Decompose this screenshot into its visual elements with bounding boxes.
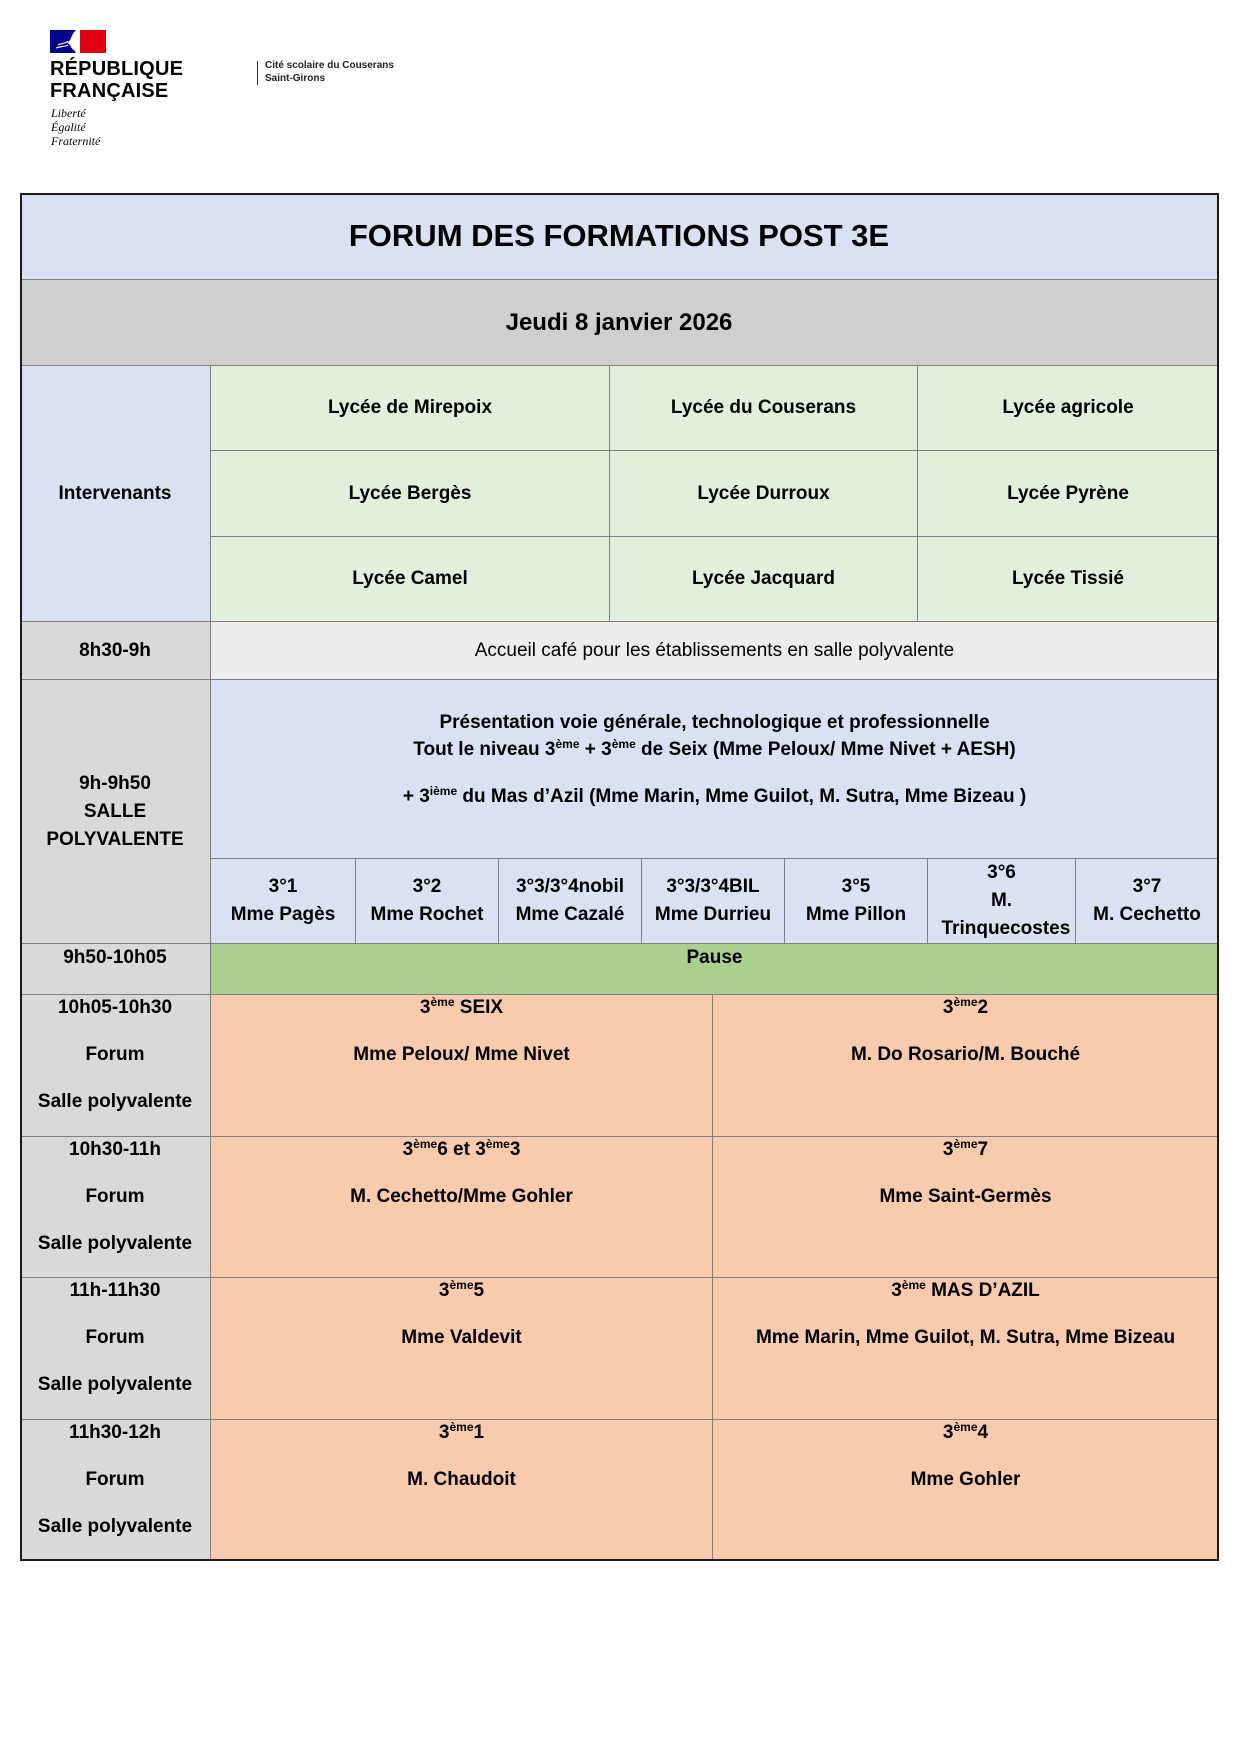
lycee-name: Lycée Camel [352, 568, 468, 589]
lycee-name: Lycée du Couserans [670, 397, 857, 418]
school-city: Saint-Girons [265, 73, 326, 84]
presentation-line [413, 736, 1015, 763]
room-label: Salle polyvalente [37, 1091, 193, 1112]
superscript: ème [953, 1420, 978, 1434]
forum-class [420, 995, 503, 1020]
text-part: du Mas d’Azil (Mme Marin, Mme Guilot, M. Sutra, Mme Bizeau ) [457, 786, 1027, 807]
forum-class [403, 1137, 521, 1162]
school-name: Cité scolaire du Couserans [265, 60, 394, 71]
text-part: 5 [473, 1280, 485, 1301]
lycee-name: Lycée de Mirepoix [327, 397, 493, 418]
class-teacher: Mme Pagès [230, 904, 336, 925]
class-name: 3°5 [841, 876, 871, 897]
forum-teacher: Mme Valdevit [401, 1327, 522, 1348]
text-part: 1 [473, 1422, 485, 1443]
room-label: Salle polyvalente [37, 1233, 193, 1254]
class-cell [642, 859, 785, 944]
room-label: Salle polyvalente [37, 1516, 193, 1537]
superscript: ème [430, 995, 455, 1009]
text-part: de Seix (Mme Peloux/ Mme Nivet + AESH) [635, 739, 1016, 760]
time-cell [20, 944, 211, 995]
pause-cell [211, 944, 1219, 995]
intervenants-label-cell [20, 366, 211, 622]
forum-cell [713, 995, 1219, 1137]
class-teacher: Mme Pillon [805, 904, 907, 925]
text-part: 3 [891, 1280, 902, 1301]
lycee-cell [610, 537, 918, 622]
lycee-name: Lycée Jacquard [692, 568, 835, 589]
event-date: Jeudi 8 janvier 2026 [505, 308, 733, 336]
forum-label: Forum [85, 1469, 145, 1490]
forum-label: Forum [85, 1186, 145, 1207]
superscript: ème [901, 1278, 926, 1292]
superscript: ème [449, 1420, 474, 1434]
marianne-logo-icon [50, 30, 106, 53]
lycee-name: Lycée Durroux [697, 482, 830, 504]
text-part: 4 [977, 1422, 989, 1443]
class-cell [356, 859, 499, 944]
lycee-cell [211, 451, 610, 537]
forum-class [943, 1137, 988, 1162]
time-cell [20, 995, 211, 1137]
text-part: 7 [977, 1139, 989, 1160]
forum-class [943, 995, 988, 1020]
forum-label: Forum [85, 1327, 145, 1348]
motto-liberte: Liberté [51, 106, 86, 120]
forum-cell [713, 1137, 1219, 1278]
superscript: ème [953, 995, 978, 1009]
text-part: 3 [942, 1139, 954, 1160]
superscript: ième [429, 784, 458, 798]
time-cell [20, 1137, 211, 1278]
schedule-table [20, 193, 1219, 1561]
text-part: 3 [509, 1139, 521, 1160]
class-cell [211, 859, 356, 944]
class-cell [785, 859, 928, 944]
motto-fraternite: Fraternité [51, 134, 101, 148]
superscript: ème [413, 1137, 438, 1151]
time-slot: 10h05-10h30 [57, 997, 173, 1018]
text-part: 3 [438, 1422, 450, 1443]
lycee-cell [918, 451, 1219, 537]
time-slot: 10h30-11h [69, 1139, 161, 1160]
forum-teacher: Mme Saint-Germès [879, 1186, 1052, 1207]
class-name: 3°7 [1132, 876, 1162, 897]
text-part: + 3 [402, 786, 430, 807]
class-teacher: M. Cechetto [1093, 904, 1201, 925]
superscript: ème [953, 1137, 978, 1151]
lycee-cell [610, 366, 918, 451]
lycee-cell [918, 537, 1219, 622]
forum-cell [713, 1420, 1219, 1561]
forum-teacher: M. Cechetto/Mme Gohler [350, 1186, 573, 1207]
text-part: MAS D’AZIL [925, 1280, 1040, 1301]
forum-teacher: M. Do Rosario/M. Bouché [850, 1044, 1081, 1065]
superscript: ème [485, 1137, 510, 1151]
lycee-name: Lycée Pyrène [1007, 482, 1129, 504]
forum-teacher: Mme Marin, Mme Guilot, M. Sutra, Mme Bizeau [755, 1327, 1176, 1348]
forum-teacher: M. Chaudoit [407, 1469, 516, 1490]
intervenants-label: Intervenants [58, 482, 172, 504]
presentation-cell [211, 680, 1219, 859]
text-part: Tout le niveau 3 [413, 739, 556, 760]
forum-cell [713, 1278, 1219, 1420]
forum-teacher: Mme Peloux/ Mme Nivet [353, 1044, 570, 1065]
class-cell [1076, 859, 1219, 944]
text-part: 6 et 3 [437, 1139, 486, 1160]
room-label: Salle polyvalente [37, 1374, 193, 1395]
forum-class [439, 1420, 484, 1445]
pause-label: Pause [686, 947, 743, 968]
logo-francaise: FRANÇAISE [50, 80, 169, 102]
lycee-cell [211, 537, 610, 622]
page-title: FORUM DES FORMATIONS POST 3E [348, 218, 890, 253]
forum-cell [211, 1278, 713, 1420]
class-teacher: Mme Cazalé [515, 904, 625, 925]
class-teacher: Mme Rochet [370, 904, 484, 925]
class-name: 3°3/3°4BIL [666, 876, 760, 897]
superscript: ème [449, 1278, 474, 1292]
forum-class [439, 1278, 484, 1303]
time-slot: 9h-9h50 [79, 772, 151, 794]
lycee-cell [918, 366, 1219, 451]
lycee-cell [610, 451, 918, 537]
title-cell [20, 193, 1219, 280]
time-cell [20, 1278, 211, 1420]
accueil-cell [211, 622, 1219, 680]
presentation-line: Présentation voie générale, technologique et professionnelle [439, 712, 990, 733]
superscript: ème [555, 737, 580, 751]
class-name: 3°3/3°4nobil [515, 876, 625, 897]
text-part: 3 [402, 1139, 414, 1160]
forum-cell [211, 1137, 713, 1278]
time-slot: 11h30-12h [69, 1422, 161, 1443]
superscript: ème [611, 737, 636, 751]
forum-class [943, 1420, 988, 1445]
presentation-line [403, 783, 1026, 810]
room-label: SALLE [83, 800, 147, 822]
forum-teacher: Mme Gohler [910, 1469, 1021, 1490]
room-label: POLYVALENTE [46, 828, 184, 850]
text-part: 2 [977, 997, 989, 1018]
time-slot: 9h50-10h05 [63, 947, 167, 968]
class-cell [499, 859, 642, 944]
text-part: SEIX [454, 997, 504, 1018]
lycee-cell [211, 366, 610, 451]
lycee-name: Lycée Tissié [1012, 568, 1124, 589]
header-divider [257, 61, 258, 85]
class-teacher: Mme Durrieu [654, 904, 772, 925]
forum-class [891, 1278, 1040, 1303]
forum-cell [211, 995, 713, 1137]
lycee-name: Lycée agricole [1002, 397, 1134, 418]
motto-egalite: Égalité [51, 120, 86, 134]
class-name: 3°6 [987, 862, 1016, 883]
text-part: 3 [942, 1422, 954, 1443]
forum-cell [211, 1420, 713, 1561]
time-slot: 11h-11h30 [69, 1280, 161, 1301]
time-cell [20, 622, 211, 680]
accueil-text: Accueil café pour les établissements en salle polyvalente [474, 639, 955, 661]
class-name: 3°2 [412, 876, 442, 897]
text-part: 3 [419, 997, 431, 1018]
class-name: 3°1 [268, 876, 298, 897]
time-slot: 8h30-9h [79, 639, 151, 661]
date-cell [20, 280, 1219, 366]
forum-label: Forum [85, 1044, 145, 1065]
lycee-name: Lycée Bergès [348, 482, 472, 504]
text-part: + 3 [579, 739, 612, 760]
text-part: 3 [942, 997, 954, 1018]
text-part: 3 [438, 1280, 450, 1301]
time-cell [20, 680, 211, 944]
class-teacher: M. Trinquecostes [941, 890, 1071, 939]
time-cell [20, 1420, 211, 1561]
class-cell [928, 859, 1076, 944]
logo-republique: RÉPUBLIQUE [50, 58, 184, 80]
